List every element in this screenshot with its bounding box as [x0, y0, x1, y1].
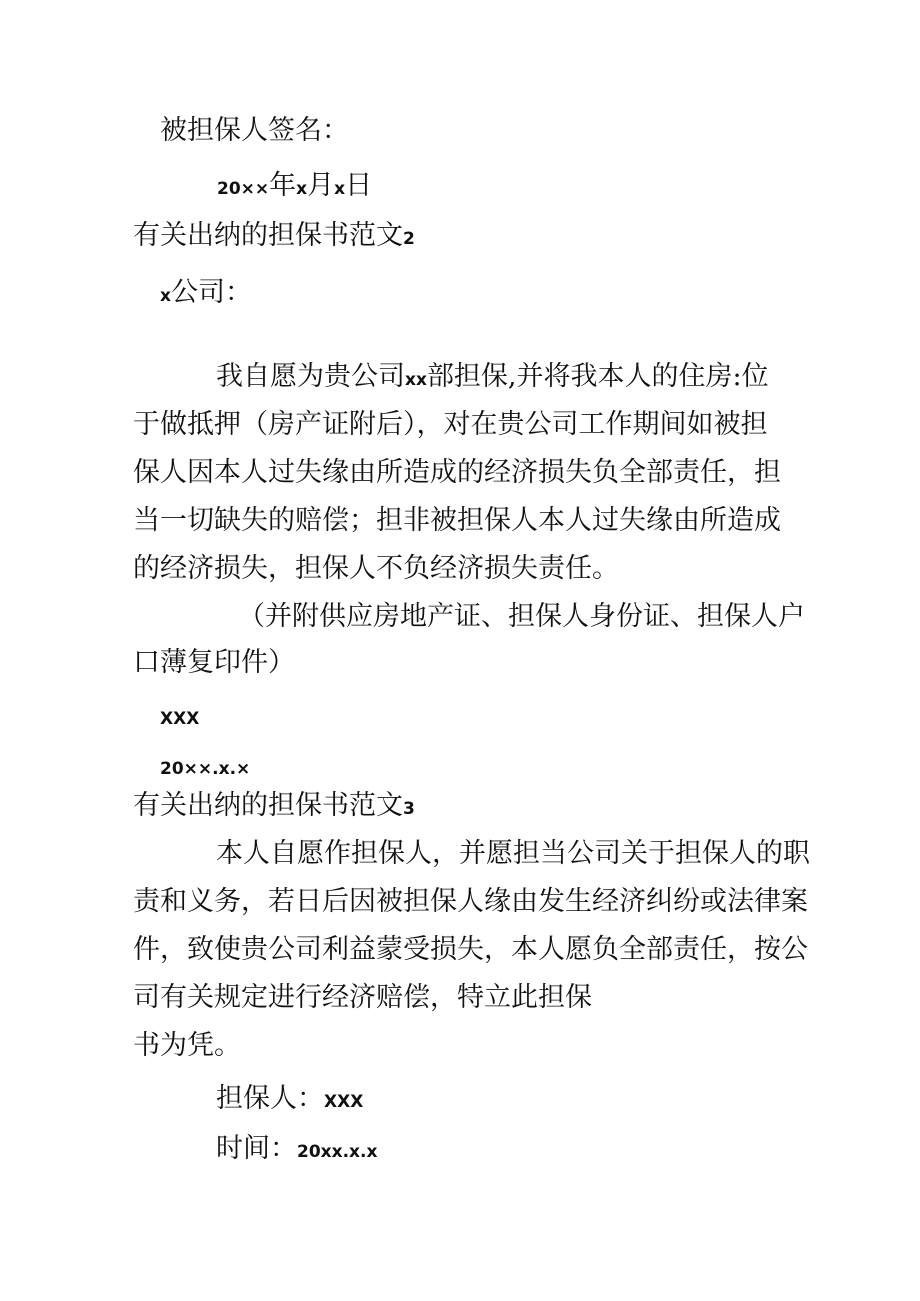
- date1-month-suffix: 月: [307, 170, 335, 201]
- heading3-text: 有关出纳的担保书范文: [133, 790, 403, 821]
- p2-line-2: 口薄复印件）: [133, 647, 295, 678]
- heading2-number: 2: [403, 229, 415, 249]
- p1-line-1-b: xx: [405, 370, 427, 390]
- p1-line-1: [216, 360, 769, 397]
- p3-line-4: 司有关规定进行经济赔偿，特立此担保: [133, 982, 592, 1013]
- addressee: [160, 276, 252, 313]
- heading-sample-2: [133, 219, 415, 256]
- p1-line-4: 当一切缺失的赔偿；担非被担保人本人过失缘由所造成: [133, 505, 781, 536]
- date-line-2: 20××.x.×: [160, 759, 251, 779]
- time-label: 时间：: [216, 1133, 297, 1164]
- p1-line-1-c: 部担保,并将我本人的住房:位: [426, 361, 769, 392]
- date1-month: x: [296, 179, 308, 199]
- p1-line-5: 的经济损失，担保人不负经济损失责任。: [133, 553, 619, 584]
- date1-day: x: [334, 179, 346, 199]
- date-line-1: [217, 169, 372, 206]
- p1-line-1-a: 我自愿为贵公司: [216, 361, 405, 392]
- heading3-number: 3: [403, 799, 415, 819]
- signature-label: 被担保人签名：: [160, 115, 349, 146]
- p3-line-3: 件，致使贵公司利益蒙受损失，本人愿负全部责任，按公: [133, 934, 808, 965]
- p3-line-2: 责和义务，若日后因被担保人缘由发生经济纠纷或法律案: [133, 886, 808, 917]
- heading2-text: 有关出纳的担保书范文: [133, 220, 403, 251]
- p1-line-2: 于做抵押（房产证附后），对在贵公司工作期间如被担: [133, 409, 768, 440]
- date1-year: 20××: [217, 179, 270, 199]
- time-value: 20xx.x.x: [297, 1142, 378, 1162]
- signature-name: XXX: [160, 709, 200, 729]
- date1-day-suffix: 日: [345, 170, 373, 201]
- guarantor-value: XXX: [324, 1092, 364, 1112]
- addressee-x: x: [160, 286, 171, 306]
- p1-line-3: 保人因本人过失缘由所造成的经济损失负全部责任，担: [133, 457, 781, 488]
- addressee-text: 公司：: [170, 277, 252, 308]
- guarantor-line: [216, 1082, 363, 1119]
- heading-sample-3: [133, 789, 415, 826]
- p2-line-1: （并附供应房地产证、担保人身份证、担保人户: [238, 601, 805, 632]
- p3-line-5: 书为凭。: [133, 1030, 241, 1061]
- time-line: [216, 1132, 377, 1169]
- guarantor-label: 担保人：: [216, 1083, 324, 1114]
- date1-year-suffix: 年: [269, 170, 297, 201]
- p3-line-1: 本人自愿作担保人，并愿担当公司关于担保人的职: [216, 838, 810, 869]
